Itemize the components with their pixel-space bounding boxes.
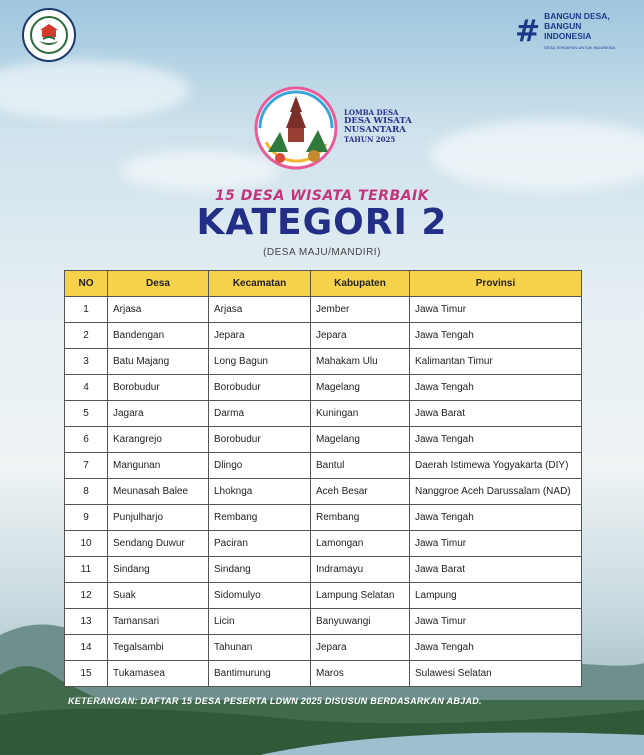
cell-no: 8 — [65, 479, 108, 505]
brand-logo — [515, 11, 625, 50]
header-kabupaten: Kabupaten — [311, 271, 410, 297]
cell-kabupaten: Jember — [311, 297, 410, 323]
cell-desa: Punjulharjo — [108, 505, 209, 531]
cell-no: 10 — [65, 531, 108, 557]
cell-kabupaten: Magelang — [311, 427, 410, 453]
page-title: KATEGORI 2 — [196, 202, 448, 243]
category-label: (DESA MAJU/MANDIRI) — [263, 247, 381, 258]
cell-provinsi: Jawa Timur — [410, 297, 582, 323]
cell-kabupaten: Maros — [311, 661, 410, 687]
cell-kabupaten: Bantul — [311, 453, 410, 479]
cell-provinsi: Jawa Timur — [410, 609, 582, 635]
header-no: NO — [65, 271, 108, 297]
cell-desa: Suak — [108, 583, 209, 609]
cell-no: 13 — [65, 609, 108, 635]
cell-desa: Sendang Duwur — [108, 531, 209, 557]
cell-no: 11 — [65, 557, 108, 583]
cell-kecamatan: Arjasa — [209, 297, 311, 323]
brand-line1: BANGUN DESA, — [544, 11, 610, 21]
cell-provinsi: Lampung — [410, 583, 582, 609]
cell-kecamatan: Rembang — [209, 505, 311, 531]
cell-kecamatan: Lhoknga — [209, 479, 311, 505]
event-line4: TAHUN 2025 — [344, 135, 396, 144]
cell-kecamatan: Long Bagun — [209, 349, 311, 375]
table-row — [65, 453, 582, 479]
cell-provinsi: Nanggroe Aceh Darussalam (NAD) — [410, 479, 582, 505]
table-header-row — [65, 271, 582, 297]
brand-tagline: DESA TERDEPAN UNTUK INDONESIA — [544, 45, 616, 50]
cell-no: 3 — [65, 349, 108, 375]
cell-no: 15 — [65, 661, 108, 687]
cell-desa: Meunasah Balee — [108, 479, 209, 505]
cell-no: 6 — [65, 427, 108, 453]
header-desa: Desa — [108, 271, 209, 297]
cell-provinsi: Jawa Barat — [410, 401, 582, 427]
cell-desa: Batu Majang — [108, 349, 209, 375]
hashtag-icon: # — [515, 14, 541, 49]
table-row — [65, 635, 582, 661]
event-line1: LOMBA DESA — [344, 108, 399, 117]
cell-provinsi: Jawa Timur — [410, 531, 582, 557]
table-row — [65, 323, 582, 349]
cell-kabupaten: Lamongan — [311, 531, 410, 557]
cell-no: 5 — [65, 401, 108, 427]
cell-no: 7 — [65, 453, 108, 479]
village-table — [64, 270, 582, 687]
cell-provinsi: Jawa Tengah — [410, 427, 582, 453]
cell-desa: Bandengan — [108, 323, 209, 349]
cell-kecamatan: Sindang — [209, 557, 311, 583]
cell-kabupaten: Magelang — [311, 375, 410, 401]
cell-kabupaten: Mahakam Ulu — [311, 349, 410, 375]
cell-provinsi: Jawa Barat — [410, 557, 582, 583]
cell-desa: Arjasa — [108, 297, 209, 323]
cell-kecamatan: Borobudur — [209, 375, 311, 401]
table-row — [65, 297, 582, 323]
header-kecamatan: Kecamatan — [209, 271, 311, 297]
event-title — [344, 108, 412, 144]
cell-desa: Mangunan — [108, 453, 209, 479]
cell-kabupaten: Aceh Besar — [311, 479, 410, 505]
table-row — [65, 661, 582, 687]
table-row — [65, 375, 582, 401]
cell-no: 1 — [65, 297, 108, 323]
cell-provinsi: Kalimantan Timur — [410, 349, 582, 375]
cell-desa: Tukamasea — [108, 661, 209, 687]
cell-no: 14 — [65, 635, 108, 661]
cell-kecamatan: Dlingo — [209, 453, 311, 479]
event-line3: NUSANTARA — [344, 125, 406, 135]
cell-provinsi: Sulawesi Selatan — [410, 661, 582, 687]
ministry-logo-icon — [29, 15, 69, 55]
cell-kabupaten: Indramayu — [311, 557, 410, 583]
headline-subtitle: 15 DESA WISATA TERBAIK — [214, 188, 430, 204]
footer-note: KETERANGAN: DAFTAR 15 DESA PESERTA LDWN 2025 DISUSUN BERDASARKAN ABJAD. — [68, 696, 482, 706]
cell-provinsi: Jawa Tengah — [410, 505, 582, 531]
event-line2: DESA WISATA — [344, 116, 412, 126]
table-row — [65, 427, 582, 453]
cell-kabupaten: Lampung Selatan — [311, 583, 410, 609]
table-row — [65, 557, 582, 583]
cell-kecamatan: Paciran — [209, 531, 311, 557]
cell-no: 12 — [65, 583, 108, 609]
cell-desa: Karangrejo — [108, 427, 209, 453]
cell-desa: Tamansari — [108, 609, 209, 635]
cell-kecamatan: Jepara — [209, 323, 311, 349]
brand-line2: BANGUN INDONESIA — [544, 21, 592, 41]
cell-kecamatan: Bantimurung — [209, 661, 311, 687]
table-row — [65, 609, 582, 635]
cell-desa: Tegalsambi — [108, 635, 209, 661]
cell-no: 9 — [65, 505, 108, 531]
cell-kabupaten: Jepara — [311, 323, 410, 349]
cloud-decoration — [430, 120, 644, 190]
cell-kabupaten: Jepara — [311, 635, 410, 661]
cell-kabupaten: Banyuwangi — [311, 609, 410, 635]
cell-provinsi: Jawa Tengah — [410, 635, 582, 661]
cell-desa: Jagara — [108, 401, 209, 427]
table-row — [65, 583, 582, 609]
cell-no: 2 — [65, 323, 108, 349]
table-row — [65, 531, 582, 557]
cell-provinsi: Daerah Istimewa Yogyakarta (DIY) — [410, 453, 582, 479]
table-row — [65, 401, 582, 427]
table-row — [65, 479, 582, 505]
cell-kabupaten: Rembang — [311, 505, 410, 531]
cell-kecamatan: Borobudur — [209, 427, 311, 453]
cell-kecamatan: Darma — [209, 401, 311, 427]
cell-kecamatan: Sidomulyo — [209, 583, 311, 609]
cloud-decoration — [0, 60, 190, 120]
cell-desa: Sindang — [108, 557, 209, 583]
table-row — [65, 349, 582, 375]
cell-desa: Borobudur — [108, 375, 209, 401]
cell-provinsi: Jawa Tengah — [410, 375, 582, 401]
cell-kecamatan: Tahunan — [209, 635, 311, 661]
cell-kecamatan: Licin — [209, 609, 311, 635]
ministry-logo — [22, 8, 76, 62]
cell-kabupaten: Kuningan — [311, 401, 410, 427]
cell-no: 4 — [65, 375, 108, 401]
header-provinsi: Provinsi — [410, 271, 582, 297]
cell-provinsi: Jawa Tengah — [410, 323, 582, 349]
table-row — [65, 505, 582, 531]
